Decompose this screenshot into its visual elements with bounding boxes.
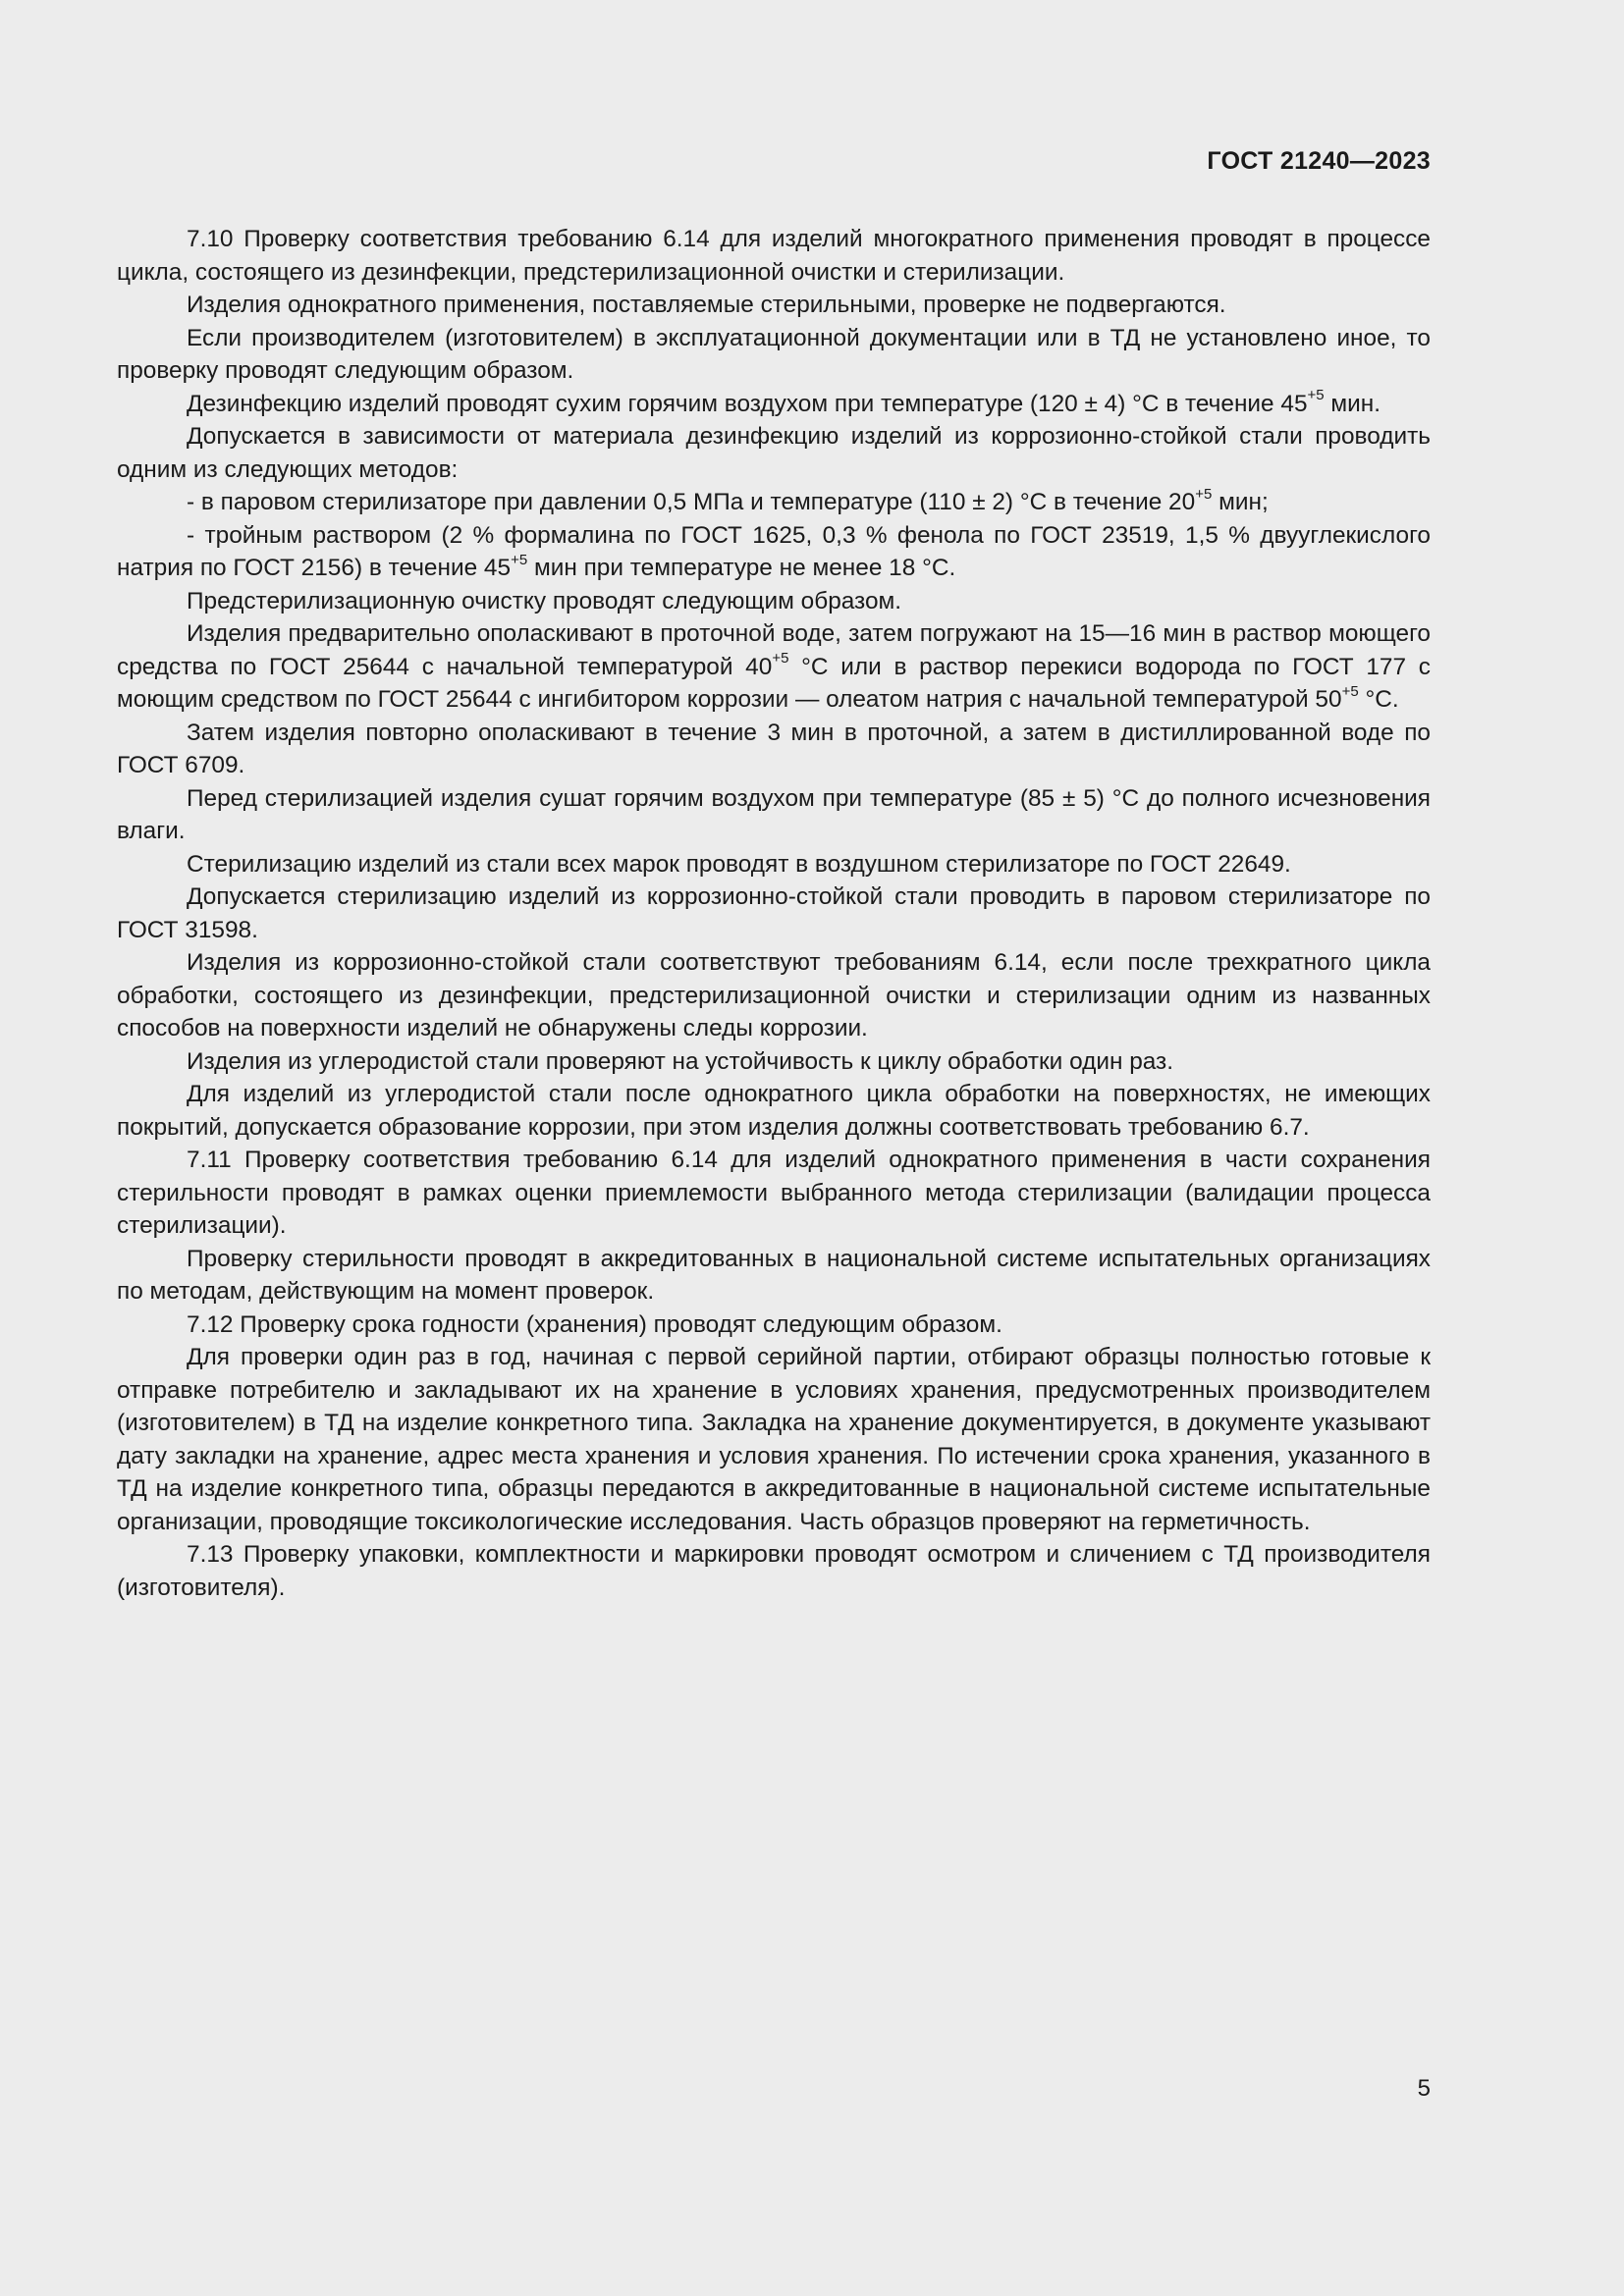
paragraph-text: Стерилизацию изделий из стали всех марок проводят в воздушном стерилизаторе по ГОСТ 22649.: [187, 850, 1291, 878]
paragraph-text: Затем изделия повторно ополаскивают в течение 3 мин в проточной, а затем в дистиллированной воде по ГОСТ 6709.: [117, 719, 1431, 778]
paragraph-p10: [117, 717, 1431, 782]
superscript-tolerance: +5: [1307, 387, 1325, 404]
paragraph-p16: [117, 1078, 1431, 1144]
paragraph-p15: [117, 1045, 1431, 1079]
paragraph-p18: [117, 1243, 1431, 1308]
paragraph-text: Проверку стерильности проводят в аккредитованных в национальной системе испытательных организациях по методам, действующим на момент проверок.: [117, 1245, 1431, 1305]
paragraph-text: Изделия предварительно ополаскивают в проточной воде, затем погружают на 15—16 мин в раствор моющего средства по ГОСТ 25644 с начальной температурой 40: [117, 620, 1431, 680]
paragraph-p9: [117, 617, 1431, 717]
paragraph-text: Если производителем (изготовителем) в эксплуатационной документации или в ТД не установлено иное, то проверку проводят следующим образом.: [117, 324, 1431, 384]
paragraph-text: Дезинфекцию изделий проводят сухим горячим воздухом при температуре (120 ± 4) °С в течение 45: [187, 390, 1308, 417]
paragraph-text: Допускается в зависимости от материала дезинфекцию изделий из коррозионно-стойкой стали проводить одним из следующих методов:: [117, 423, 1431, 483]
paragraph-p14: [117, 946, 1431, 1045]
paragraph-p13: [117, 881, 1431, 946]
paragraph-text: 7.11 Проверку соответствия требованию 6.14 для изделий однократного применения в части сохранения стерильности проводят в рамках оценки приемлемости выбранного метода стерилизации (валидации процесса стерилизации).: [117, 1147, 1431, 1239]
paragraph-p2: [117, 289, 1431, 322]
paragraph-text: °С.: [1358, 686, 1399, 713]
paragraph-p1: [117, 223, 1431, 289]
paragraph-text: Допускается стерилизацию изделий из коррозионно-стойкой стали проводить в паровом стерилизаторе по ГОСТ 31598.: [117, 883, 1431, 943]
superscript-tolerance: +5: [1341, 682, 1359, 700]
paragraph-p12: [117, 848, 1431, 881]
paragraph-p6: [117, 486, 1431, 519]
paragraph-p20: [117, 1341, 1431, 1538]
paragraph-text: 7.13 Проверку упаковки, комплектности и маркировки проводят осмотром и сличением с ТД производителя (изготовителя).: [117, 1541, 1431, 1601]
paragraph-text: Для изделий из углеродистой стали после однократного цикла обработки на поверхностях, не имеющих покрытий, допускается образование коррозии, при этом изделия должны соответствовать требованию 6.7.: [117, 1081, 1431, 1141]
paragraph-p4: [117, 388, 1431, 421]
paragraph-text: мин при температуре не менее 18 °С.: [527, 555, 956, 581]
paragraph-text: Предстерилизационную очистку проводят следующим образом.: [187, 587, 902, 614]
paragraph-text: Перед стерилизацией изделия сушат горячим воздухом при температуре (85 ± 5) °С до полного исчезновения влаги.: [117, 784, 1431, 844]
paragraph-p21: [117, 1538, 1431, 1604]
superscript-tolerance: +5: [772, 650, 789, 667]
superscript-tolerance: +5: [511, 551, 528, 568]
paragraph-text: Для проверки один раз в год, начиная с первой серийной партии, отбирают образцы полностью готовые к отправке потребителю и закладывают их на хранение в условиях хранения, предусмотренных производителем (изготовителем) в ТД на изделие конкретного типа. Закладка на хранение документируется, в документе указывают дату закладки на хранение, адрес места хранения и условия хранения. По истечении срока хранения, указанного в ТД на изделие конкретного типа, образцы передаются в аккредитованные в национальной системе испытательные организации, проводящие токсикологические исследования. Часть образцов проверяют на герметичность.: [117, 1344, 1431, 1535]
paragraph-text: - в паровом стерилизаторе при давлении 0,5 МПа и температуре (110 ± 2) °С в течение 20: [187, 489, 1196, 515]
paragraph-text: °С или в раствор перекиси водорода по ГОСТ 177 с моющим средством по ГОСТ 25644 с ингибитором коррозии — олеатом натрия с начальной температурой 50: [117, 653, 1431, 713]
paragraph-p3: [117, 322, 1431, 388]
paragraph-p7: [117, 519, 1431, 585]
paragraph-text: 7.12 Проверку срока годности (хранения) проводят следующим образом.: [187, 1310, 1002, 1338]
paragraph-p11: [117, 782, 1431, 848]
page-number: 5: [1417, 2075, 1431, 2102]
paragraph-text: мин;: [1212, 489, 1269, 515]
paragraph-p8: [117, 585, 1431, 618]
paragraph-text: мин.: [1324, 390, 1381, 417]
paragraph-text: - тройным раствором (2 % формалина по ГОСТ 1625, 0,3 % фенола по ГОСТ 23519, 1,5 % двууглекислого натрия по ГОСТ 2156) в течение 45: [117, 521, 1431, 581]
paragraph-text: Изделия однократного применения, поставляемые стерильными, проверке не подвергаются.: [187, 292, 1226, 318]
paragraph-p19: [117, 1308, 1431, 1342]
document-body: [117, 223, 1431, 1604]
superscript-tolerance: +5: [1195, 485, 1213, 503]
paragraph-p17: [117, 1144, 1431, 1243]
paragraph-text: Изделия из коррозионно-стойкой стали соответствуют требованиям 6.14, если после трехкратного цикла обработки, состоящего из дезинфекции, предстерилизационной очистки и стерилизации одним из названных способов на поверхности изделий не обнаружены следы коррозии.: [117, 949, 1431, 1041]
paragraph-text: Изделия из углеродистой стали проверяют на устойчивость к циклу обработки один раз.: [187, 1047, 1174, 1075]
paragraph-text: 7.10 Проверку соответствия требованию 6.14 для изделий многократного применения проводят в процессе цикла, состоящего из дезинфекции, предстерилизационной очистки и стерилизации.: [117, 226, 1431, 286]
document-header: ГОСТ 21240—2023: [1207, 147, 1431, 175]
paragraph-p5: [117, 420, 1431, 486]
